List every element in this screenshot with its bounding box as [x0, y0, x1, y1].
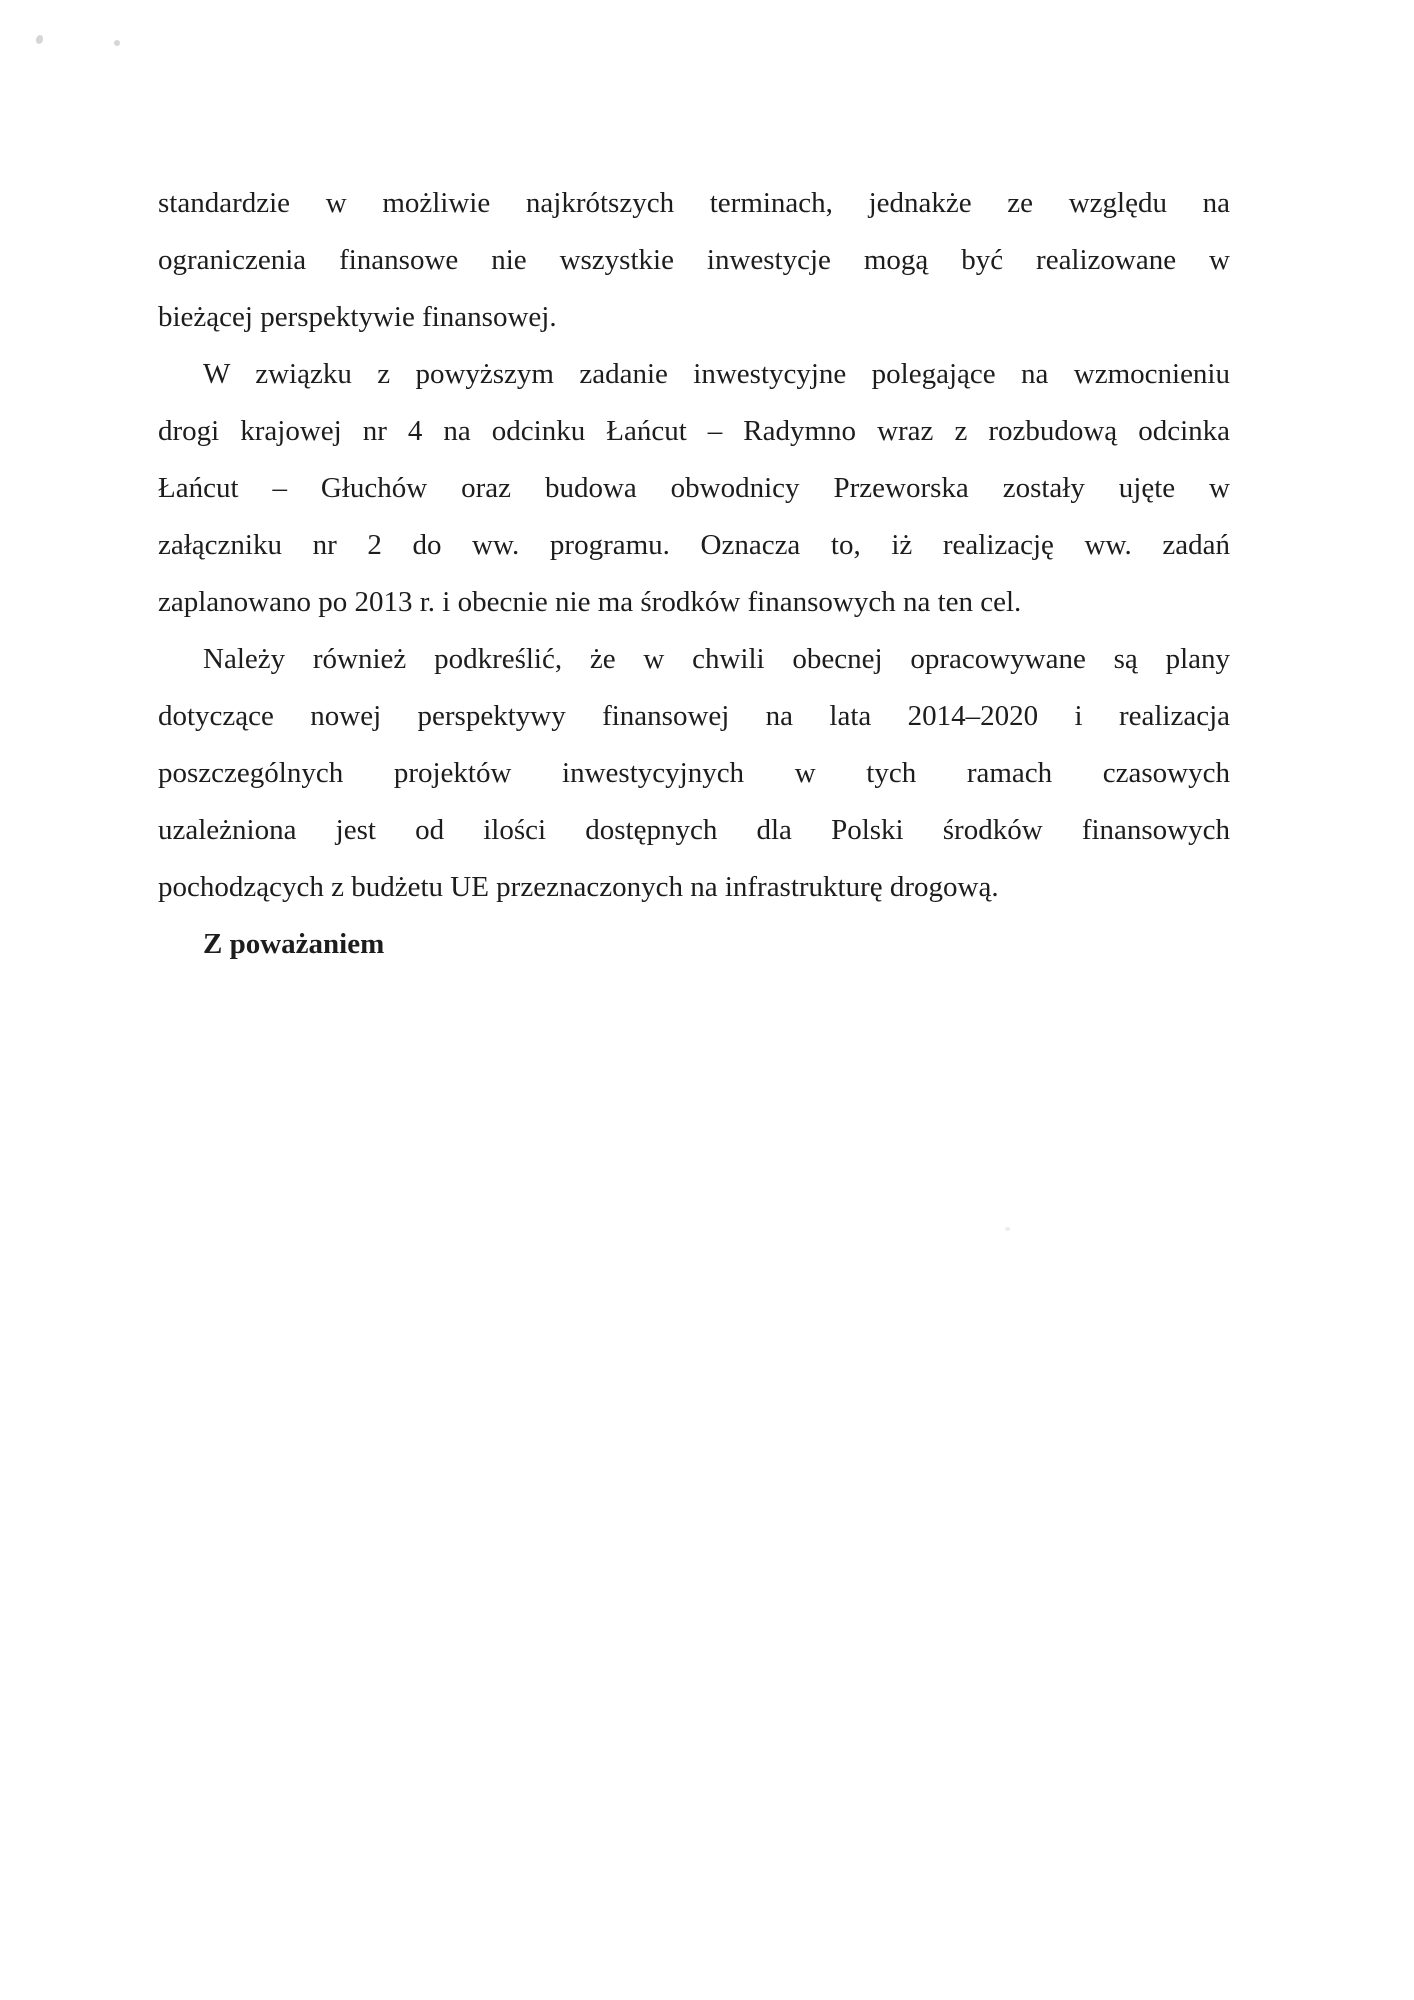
- body-line: Łańcut – Głuchów oraz budowa obwodnicy Przeworska zostały ujęte w: [158, 472, 1230, 504]
- body-line: standardzie w możliwie najkrótszych terminach, jednakże ze względu na: [158, 187, 1230, 219]
- body-line: Należy również podkreślić, że w chwili obecnej opracowywane są plany: [203, 643, 1230, 675]
- letter-body: [158, 175, 1230, 973]
- body-line: poszczególnych projektów inwestycyjnych w tych ramach czasowych: [158, 757, 1230, 789]
- body-line: ograniczenia finansowe nie wszystkie inwestycje mogą być realizowane w: [158, 244, 1230, 276]
- scan-artifact: [114, 40, 120, 46]
- body-line: bieżącej perspektywie finansowej.: [158, 301, 557, 333]
- body-line: uzależniona jest od ilości dostępnych dla Polski środków finansowych: [158, 814, 1230, 846]
- body-line: W związku z powyższym zadanie inwestycyjne polegające na wzmocnieniu: [203, 358, 1230, 390]
- closing-salutation: Z poważaniem: [203, 928, 385, 960]
- body-line: pochodzących z budżetu UE przeznaczonych na infrastrukturę drogową.: [158, 871, 999, 903]
- body-line: drogi krajowej nr 4 na odcinku Łańcut – Radymno wraz z rozbudową odcinka: [158, 415, 1230, 447]
- body-line: zaplanowano po 2013 r. i obecnie nie ma środków finansowych na ten cel.: [158, 586, 1022, 618]
- scan-artifact: [35, 34, 45, 45]
- body-line: załączniku nr 2 do ww. programu. Oznacza to, iż realizację ww. zadań: [158, 529, 1230, 561]
- scan-artifact: [1005, 1227, 1010, 1231]
- body-line: dotyczące nowej perspektywy finansowej na lata 2014–2020 i realizacja: [158, 700, 1230, 732]
